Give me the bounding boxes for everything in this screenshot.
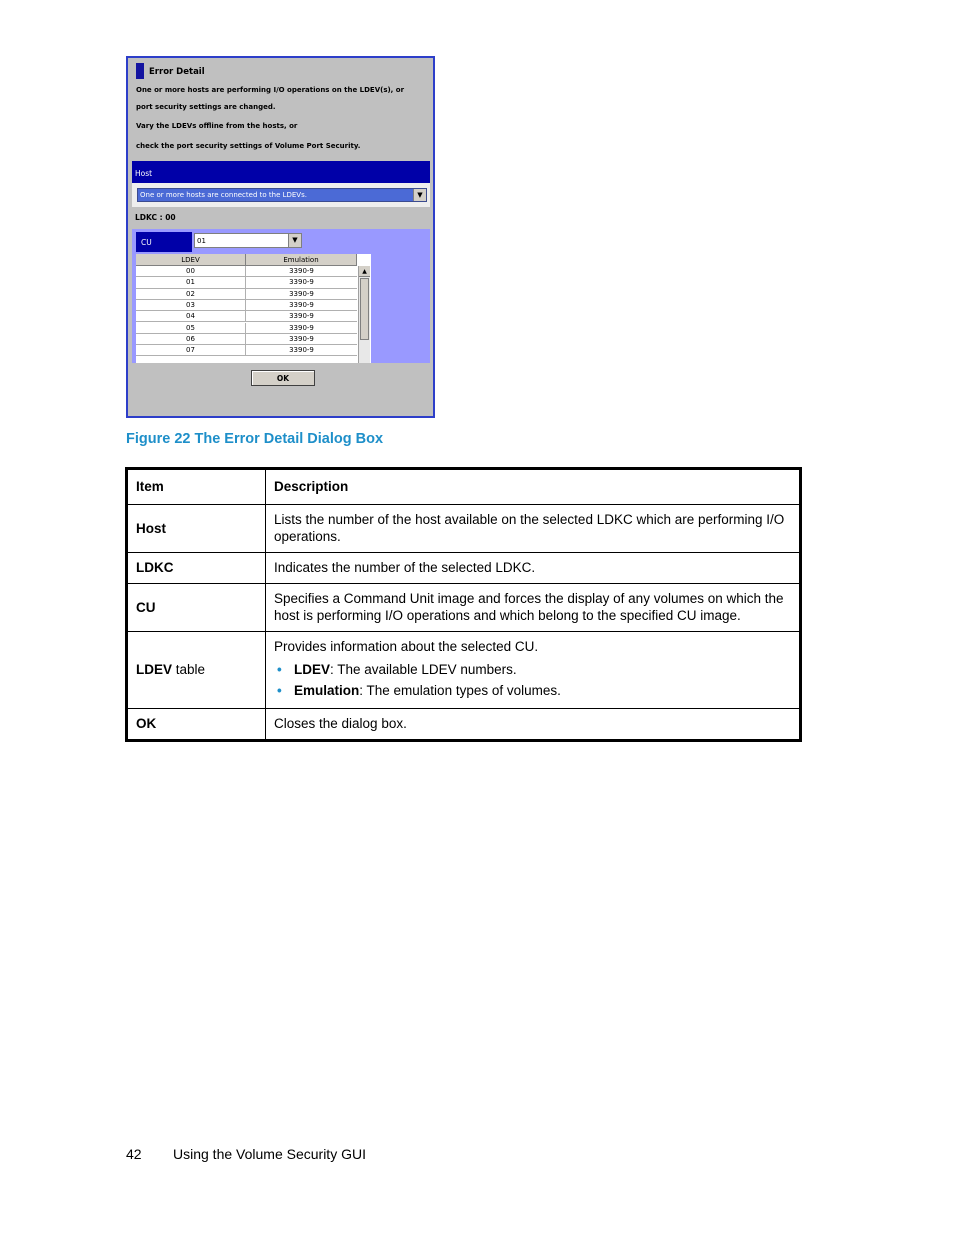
- table-row[interactable]: [136, 277, 357, 288]
- item-cell: LDKC: [127, 553, 266, 584]
- figure-caption: Figure 22 The Error Detail Dialog Box: [126, 431, 384, 447]
- emulation-cell: 3390-9: [289, 278, 314, 287]
- cu-label-box: [136, 232, 192, 252]
- bullet-icon: •: [277, 683, 282, 698]
- ldev-table[interactable]: [136, 254, 371, 363]
- table-row[interactable]: [136, 345, 357, 356]
- bullet-term: LDEV: [294, 662, 331, 677]
- bullet-text: : The available LDEV numbers.: [330, 662, 517, 677]
- ldev-cell: 07: [136, 345, 246, 355]
- ldev-cell: 03: [136, 300, 246, 310]
- emulation-cell: 3390-9: [289, 300, 314, 309]
- item-cell: OK: [127, 709, 266, 741]
- table-row: [127, 709, 801, 741]
- error-detail-dialog: [126, 56, 435, 418]
- ldev-cell: 06: [136, 334, 246, 344]
- page-number: 42: [126, 1146, 142, 1162]
- host-select-value: One or more hosts are connected to the LDEVs.: [140, 191, 307, 199]
- bullet-term: Emulation: [294, 683, 360, 698]
- table-row: [127, 505, 801, 553]
- ldev-cell: 05: [136, 323, 246, 333]
- table-row[interactable]: [136, 266, 357, 277]
- description-text: Lists the number of the host available on the selected LDKC which are performing I/O operations.: [274, 512, 785, 544]
- emulation-cell: 3390-9: [289, 312, 314, 321]
- item-term: LDEV: [136, 662, 173, 677]
- list-item: [274, 680, 791, 701]
- column-header-ldev[interactable]: LDEV: [136, 254, 246, 266]
- cu-label: CU: [141, 238, 152, 247]
- message-line: port security settings are changed.: [136, 103, 276, 111]
- description-cell: [266, 584, 801, 632]
- column-header-item: Item: [127, 469, 266, 505]
- table-row: [127, 584, 801, 632]
- dialog-title: Error Detail: [149, 67, 205, 77]
- table-row[interactable]: [136, 300, 357, 311]
- ldev-cell: 04: [136, 311, 246, 321]
- chevron-down-icon[interactable]: ▼: [288, 234, 301, 247]
- table-row[interactable]: [136, 289, 357, 300]
- description-text: Indicates the number of the selected LDKC.: [274, 560, 536, 575]
- item-suffix: table: [172, 662, 206, 677]
- vertical-scrollbar[interactable]: [358, 266, 370, 363]
- item-cell: Host: [127, 505, 266, 553]
- emulation-cell: 3390-9: [289, 323, 314, 332]
- scroll-up-arrow-icon[interactable]: ▲: [359, 266, 370, 277]
- cu-select-value: 01: [197, 237, 206, 245]
- item-cell: CU: [127, 584, 266, 632]
- ok-button[interactable]: OK: [251, 370, 315, 386]
- column-header-description: Description: [266, 469, 801, 505]
- ldev-table-header: [136, 254, 357, 266]
- cu-select[interactable]: [194, 233, 302, 248]
- table-row[interactable]: [136, 334, 357, 345]
- description-cell: [266, 553, 801, 584]
- emulation-cell: 3390-9: [289, 267, 314, 275]
- bullet-text: : The emulation types of volumes.: [359, 683, 561, 698]
- emulation-cell: 3390-9: [289, 289, 314, 298]
- column-header-emulation[interactable]: Emulation: [246, 254, 357, 266]
- table-row: [127, 632, 801, 709]
- ldkc-label: LDKC : 00: [135, 213, 176, 222]
- bullet-list: [274, 659, 791, 701]
- description-cell: [266, 709, 801, 741]
- description-text: Closes the dialog box.: [274, 716, 407, 731]
- description-cell: [266, 505, 801, 553]
- message-line: check the port security settings of Volume Port Security.: [136, 142, 361, 150]
- item-cell: [127, 632, 266, 709]
- description-text: Provides information about the selected CU.: [274, 639, 539, 654]
- cu-panel: [132, 229, 430, 363]
- table-row[interactable]: [136, 323, 357, 334]
- table-header-row: [127, 469, 801, 505]
- ldev-cell: 00: [136, 266, 246, 276]
- host-select[interactable]: [137, 188, 427, 202]
- description-text: Specifies a Command Unit image and forces the display of any volumes on which the host is performing I/O operations and which belong to the specified CU image.: [274, 591, 784, 623]
- scrollbar-thumb[interactable]: [360, 278, 369, 340]
- list-item: [274, 659, 791, 680]
- ldev-cell: 02: [136, 289, 246, 299]
- host-combo-area: [132, 183, 430, 207]
- host-section-header: [132, 161, 430, 183]
- host-label: Host: [135, 169, 153, 178]
- item-description-table: [125, 467, 802, 742]
- table-row[interactable]: [136, 311, 357, 322]
- table-row: [127, 553, 801, 584]
- message-line: One or more hosts are performing I/O operations on the LDEV(s), or: [136, 86, 405, 94]
- ldev-cell: 01: [136, 277, 246, 287]
- footer-section-title: Using the Volume Security GUI: [173, 1146, 366, 1162]
- description-cell: [266, 632, 801, 709]
- message-line: Vary the LDEVs offline from the hosts, or: [136, 122, 298, 130]
- chevron-down-icon[interactable]: ▼: [413, 189, 426, 201]
- emulation-cell: 3390-9: [289, 334, 314, 343]
- title-marker: [136, 63, 144, 79]
- emulation-cell: 3390-9: [289, 346, 314, 355]
- bullet-icon: •: [277, 662, 282, 677]
